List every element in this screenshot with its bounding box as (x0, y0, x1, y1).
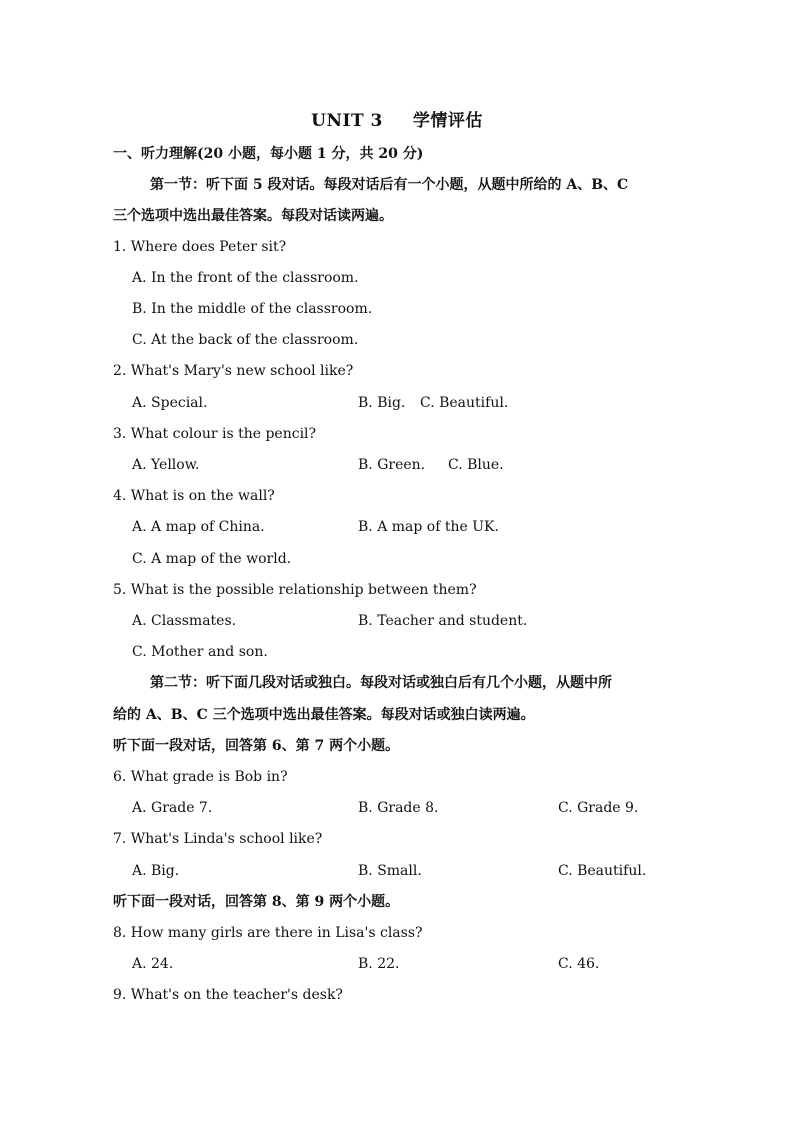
q7-option-a: A. Big. (132, 863, 180, 879)
q4-option-b: B. A map of the UK. (358, 519, 499, 535)
q3-option-a: A. Yellow. (132, 457, 200, 473)
question-1: 1. Where does Peter sit? (113, 239, 287, 255)
page-title (0, 106, 794, 131)
q5-option-b: B. Teacher and student. (358, 613, 528, 629)
question-3: 3. What colour is the pencil? (113, 426, 317, 442)
question-7: 7. What's Linda's school like? (113, 831, 323, 847)
section-heading: 一、听力理解(20 小题，每小题 1 分，共 20 分) (113, 146, 424, 162)
q1-option-c: C. At the back of the classroom. (132, 332, 359, 348)
q5-option-c: C. Mother and son. (132, 644, 268, 660)
q1-option-b: B. In the middle of the classroom. (132, 301, 373, 317)
q4-option-a: A. A map of China. (132, 519, 265, 535)
q3-option-c: C. Blue. (448, 457, 504, 473)
q6-option-b: B. Grade 8. (358, 800, 439, 816)
q4-option-c: C. A map of the world. (132, 551, 292, 567)
question-5: 5. What is the possible relationship between them? (113, 582, 477, 598)
part1-intro-line1: 第一节：听下面 5 段对话。每段对话后有一个小题，从题中所给的 A、B、C (150, 177, 629, 193)
dialog-instruction-6-7: 听下面一段对话，回答第 6、第 7 两个小题。 (113, 738, 400, 754)
q2-option-b: B. Big. (358, 395, 406, 411)
q2-option-c: C. Beautiful. (420, 395, 509, 411)
q2-option-a: A. Special. (132, 395, 208, 411)
part1-intro-line2: 三个选项中选出最佳答案。每段对话读两遍。 (113, 208, 393, 224)
q7-option-c: C. Beautiful. (558, 863, 647, 879)
q7-option-b: B. Small. (358, 863, 422, 879)
question-6: 6. What grade is Bob in? (113, 769, 288, 785)
q1-option-a: A. In the front of the classroom. (132, 270, 359, 286)
question-4: 4. What is on the wall? (113, 488, 275, 504)
question-8: 8. How many girls are there in Lisa's class? (113, 925, 423, 941)
dialog-instruction-8-9: 听下面一段对话，回答第 8、第 9 两个小题。 (113, 894, 400, 910)
question-2: 2. What's Mary's new school like? (113, 363, 354, 379)
q8-option-b: B. 22. (358, 956, 400, 972)
q6-option-a: A. Grade 7. (132, 800, 213, 816)
q6-option-c: C. Grade 9. (558, 800, 639, 816)
part2-intro-line2: 给的 A、B、C 三个选项中选出最佳答案。每段对话或独白读两遍。 (113, 707, 535, 723)
unit-label: UNIT 3 (311, 111, 383, 131)
part2-intro-line1: 第二节：听下面几段对话或独白。每段对话或独白后有几个小题，从题中所 (150, 675, 612, 691)
q8-option-a: A. 24. (132, 956, 174, 972)
unit-name: 学情评估 (412, 111, 483, 131)
q5-option-a: A. Classmates. (132, 613, 237, 629)
q8-option-c: C. 46. (558, 956, 600, 972)
q3-option-b: B. Green. (358, 457, 426, 473)
question-9: 9. What's on the teacher's desk? (113, 987, 343, 1003)
